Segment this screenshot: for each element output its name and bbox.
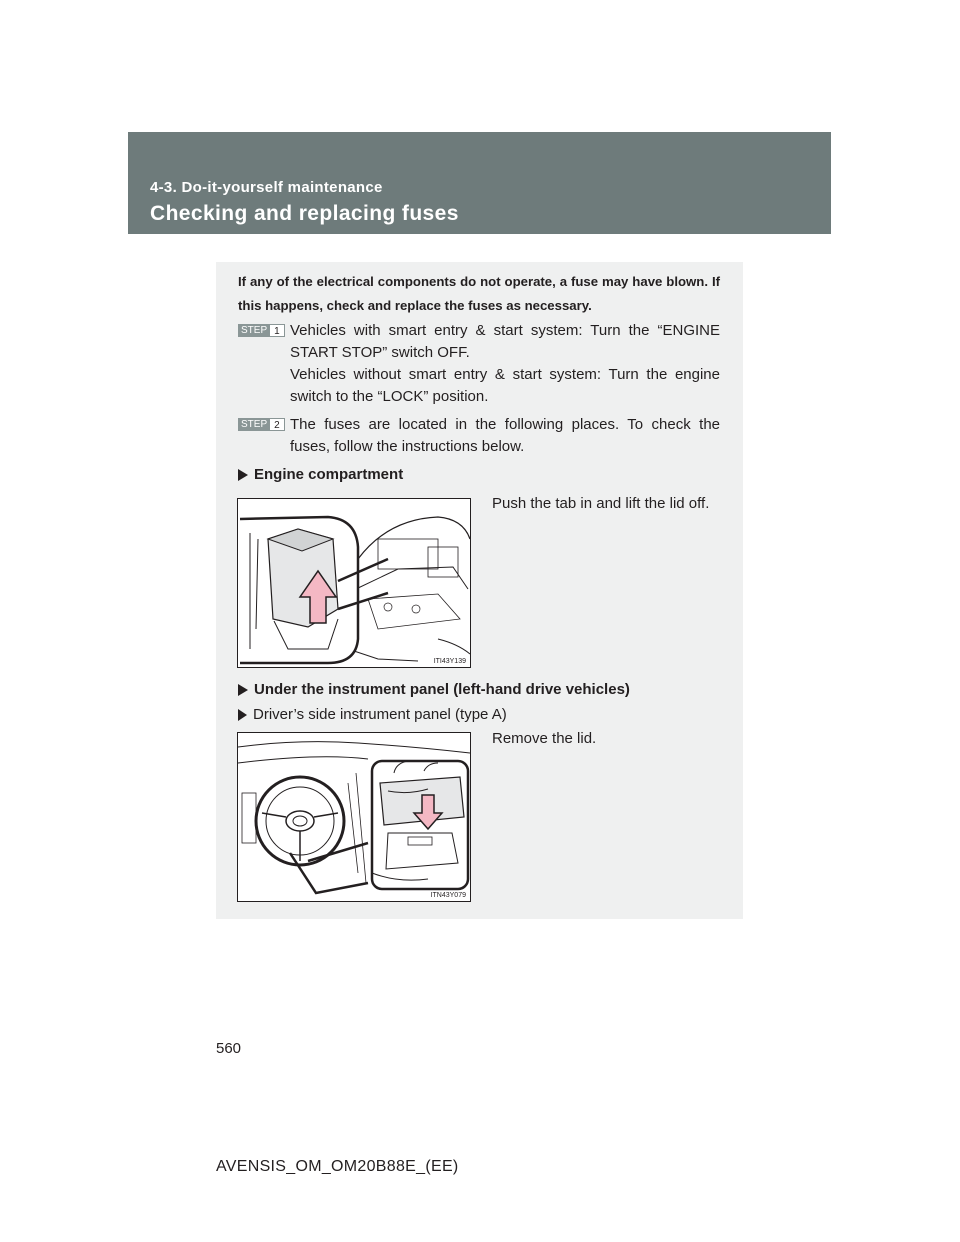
play-arrow-icon: [238, 709, 247, 721]
engine-figure-caption: Push the tab in and lift the lid off.: [492, 495, 710, 512]
bullet-triangle-icon: [238, 684, 248, 696]
instrument-figure-caption: Remove the lid.: [492, 730, 597, 747]
step-1-line-2: Vehicles without smart entry & start system: Turn the engine switch to the “LOCK” position.: [290, 366, 720, 405]
bullet-triangle-icon: [238, 469, 248, 481]
document-id: AVENSIS_OM_OM20B88E_(EE): [216, 1158, 459, 1175]
step-2: [238, 414, 720, 458]
step-2-line-1: The fuses are located in the following places. To check the fuses, follow the instructions below.: [290, 416, 720, 455]
figure-code: ITN43Y079: [430, 892, 466, 899]
engine-compartment-figure: [237, 498, 471, 668]
page-number: 560: [216, 1040, 242, 1057]
step-1-line-1: Vehicles with smart entry & start system: Turn the “ENGINE START STOP” switch OFF.: [290, 322, 720, 361]
sub-item-drivers-side: Driver’s side instrument panel (type A): [238, 706, 507, 723]
heading-instrument-panel: Under the instrument panel (left-hand drive vehicles): [238, 681, 630, 698]
step-1: [238, 320, 720, 408]
instrument-panel-illustration: [238, 733, 470, 901]
step-1-badge: STEP 1: [238, 324, 286, 337]
step-2-badge: STEP 2: [238, 418, 286, 431]
section-label: 4-3. Do-it-yourself maintenance: [150, 179, 383, 196]
chapter-header: [128, 132, 831, 234]
intro-text: If any of the electrical components do not operate, a fuse may have blown. If this happens, check and replace the fuses as necessary.: [238, 274, 720, 313]
step-2-text: [290, 414, 720, 458]
step-1-text: [290, 320, 720, 408]
heading-engine-compartment: Engine compartment: [238, 466, 403, 483]
engine-fuse-box-illustration: [238, 499, 470, 667]
page-title: Checking and replacing fuses: [150, 202, 459, 225]
figure-code: ITI43Y139: [433, 658, 466, 665]
instrument-panel-figure: [237, 732, 471, 902]
content-box: [216, 262, 743, 919]
